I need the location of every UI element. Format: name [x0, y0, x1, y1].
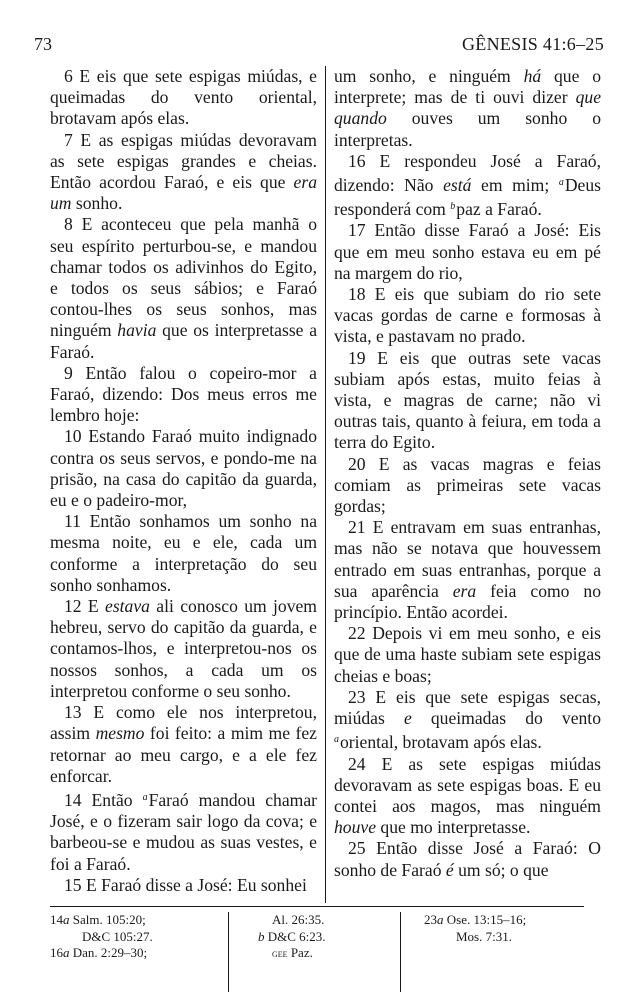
footnote-letter: a: [437, 912, 444, 927]
footnote-verse: 23: [424, 912, 437, 927]
footnote-divider: [400, 912, 401, 992]
footnote-ref: Paz.: [290, 945, 313, 960]
verse-paragraph: [334, 284, 601, 348]
verse-text: Faraó mandou chamar José, e o fizeram sair logo da cova; e barbeou-se e mudou as suas vestes, e foi a Faraó.: [50, 789, 317, 874]
italic-supplied-word: está: [443, 175, 472, 196]
verse-text: 18 E eis que subiam do rio sete vacas gordas de carne e formosas à vista, e pastavam no prado.: [334, 284, 601, 347]
footnote-rule: [50, 906, 584, 907]
verse-text: Deus responderá com: [334, 175, 601, 220]
italic-supplied-word: estava: [105, 596, 150, 617]
footnote-marker: a: [558, 177, 564, 189]
italic-supplied-word: e: [403, 708, 412, 729]
guide-abbrev: gee: [272, 946, 288, 960]
italic-supplied-word: era: [452, 580, 477, 601]
italic-supplied-word: que quando: [334, 87, 601, 129]
footnote-marker: a: [142, 791, 148, 803]
footnote-ref: D&C 105:27.: [82, 928, 153, 944]
verse-text: 7 E as espigas miúdas devoravam as sete espigas grandes e cheias. Então acordou Faraó, e eis que: [50, 129, 317, 193]
verse-paragraph: [334, 348, 601, 454]
verse-text: oriental, brotavam após elas.: [340, 732, 542, 753]
footnote-line: [258, 945, 326, 962]
verse-paragraph: [50, 130, 317, 215]
verse-text: 10 Estando Faraó muito indignado contra os seus servos, e pondo-me na prisão, na casa do capitão da guarda, eu e o padeiro-mor,: [50, 426, 317, 511]
italic-supplied-word: havia: [117, 320, 157, 341]
footnote-line: [50, 945, 153, 962]
verse-paragraph: [334, 754, 601, 839]
footnote-ref: Salm. 105:20;: [72, 912, 146, 927]
verse-paragraph: [334, 220, 601, 284]
verse-text: 15 E Faraó disse a José: Eu sonhei: [64, 874, 307, 895]
footnote-letter: a: [63, 945, 70, 960]
verse-text: paz a Faraó.: [456, 199, 542, 220]
verse-paragraph: [334, 66, 601, 151]
italic-supplied-word: era um: [50, 172, 317, 214]
footnote-letter: b: [258, 928, 265, 944]
verse-paragraph: [334, 687, 601, 754]
verse-text: 21 E entravam em suas entranhas, mas não se notava que houvessem entrado em suas entranhas, porque a sua aparência: [334, 517, 601, 601]
verse-text: 6 E eis que sete espigas miúdas, e queimadas do vento oriental, brotavam após elas.: [50, 66, 317, 129]
verse-paragraph: [334, 151, 601, 221]
verse-text: foi feito: a mim me fez retornar ao meu cargo, e a ele fez enforcar.: [50, 723, 317, 786]
verse-text: sonho.: [71, 193, 123, 214]
footnote-line: [424, 912, 526, 929]
verse-paragraph: [334, 454, 601, 518]
verse-text: 12 E: [64, 596, 106, 617]
footnote-column-2: [258, 912, 326, 962]
column-divider: [325, 66, 326, 903]
verse-text: que o interprete; mas de ti ouvi dizer: [334, 66, 602, 108]
verse-paragraph: [334, 838, 601, 880]
footnote-ref: Al. 26:35.: [272, 912, 325, 927]
verse-text: 11 Então sonhamos um sonho na mesma noite, eu e ele, cada um conforme a interpretação do seu sonho sonhamos.: [50, 511, 317, 595]
verse-paragraph: [50, 214, 317, 362]
footnote-ref: Dan. 2:29–30;: [72, 945, 148, 960]
footnote-line: [258, 929, 326, 946]
footnote-verse: 16: [50, 945, 63, 960]
verse-text: 17 Então disse Faraó a José: Eis que em meu sonho estava eu em pé na margem do rio,: [334, 220, 601, 283]
verse-paragraph: [50, 787, 317, 875]
footnote-ref: D&C 6:23.: [267, 928, 326, 944]
left-text-column: [50, 66, 317, 896]
page-header: [34, 34, 604, 62]
verse-text: 25 Então disse José a Faraó: O sonho de Faraó: [334, 838, 601, 880]
verse-paragraph: [50, 426, 317, 511]
verse-text: 20 E as vacas magras e feias comiam as primeiras sete vacas gordas;: [334, 453, 601, 517]
italic-supplied-word: há: [523, 66, 542, 86]
verse-text: 8 E aconteceu que pela manhã o seu espírito perturbou-se, e mandou chamar todos os adivinhos do Egito, e todos os seus sábios; e Faraó contou-lhes os seus sonhos, mas ninguém: [50, 214, 317, 341]
footnote-line: [50, 912, 153, 929]
verse-text: em mim;: [471, 175, 559, 196]
verse-text: 16 E respondeu José a Faraó, dizendo: Não: [334, 150, 601, 196]
verse-text: que os interpretasse a Faraó.: [50, 320, 318, 362]
footnote-ref: Mos. 7:31.: [456, 928, 512, 944]
verse-paragraph: [334, 623, 601, 687]
verse-paragraph: [50, 66, 317, 130]
verse-paragraph: [50, 702, 317, 787]
footnote-column-1: [50, 912, 153, 962]
footnote-line: [50, 929, 153, 946]
verse-text: 23 E eis que sete espigas secas, miúdas: [334, 686, 601, 729]
footnote-line: [258, 912, 326, 929]
italic-supplied-word: mesmo: [95, 723, 145, 744]
footnote-divider: [228, 912, 229, 992]
verse-paragraph: [50, 596, 317, 702]
verse-paragraph: [50, 363, 317, 427]
footnote-ref: Ose. 13:15–16;: [446, 912, 527, 927]
verse-text: 19 E eis que outras sete vacas subiam após estas, muito feias à vista, e magras de carne; não vi outras tais, quanto à feiura, em toda a terra do Egito.: [334, 347, 601, 453]
footnote-marker: b: [450, 201, 456, 213]
verse-text: feia como no princípio. Então acordei.: [334, 580, 601, 623]
verse-text: ali conosco um jovem hebreu, servo do capitão da guarda, e contamos-lhos, e interpretou-nos os nossos sonhos, a cada um os interpretou conforme o seu sonho.: [50, 596, 317, 701]
page-number: 73: [34, 34, 52, 54]
verse-paragraph: [50, 511, 317, 596]
verse-text: queimadas do vento: [411, 708, 601, 729]
footnote-marker: a: [334, 734, 339, 746]
right-text-column: [334, 66, 601, 881]
verse-text: que mo interpretasse.: [376, 817, 531, 838]
verse-text: um sonho, e ninguém: [334, 66, 524, 86]
italic-supplied-word: é: [445, 859, 454, 880]
running-title: GÊNESIS 41:6–25: [461, 34, 604, 54]
verse-text: 22 Depois vi em meu sonho, e eis que de uma haste subiam sete espigas cheias e boas;: [334, 623, 601, 686]
verse-text: ouves um sonho o interpretas.: [334, 108, 601, 150]
footnote-line: [424, 929, 526, 946]
italic-supplied-word: houve: [334, 817, 377, 838]
verse-text: um só; o que: [453, 859, 549, 880]
footnote-verse: 14: [50, 912, 63, 927]
verse-text: 13 E como ele nos interpretou, assim: [50, 702, 317, 744]
verse-text: 14 Então: [64, 789, 143, 810]
verse-paragraph: [334, 517, 601, 623]
verse-paragraph: [50, 875, 317, 896]
footnote-column-3: [424, 912, 526, 945]
footnote-letter: a: [63, 912, 70, 927]
verse-text: 24 E as sete espigas miúdas devoravam as sete espigas boas. E eu contei aos magos, mas ninguém: [334, 753, 601, 816]
verse-text: 9 Então falou o copeiro-mor a Faraó, dizendo: Dos meus erros me lembro hoje:: [50, 362, 317, 426]
